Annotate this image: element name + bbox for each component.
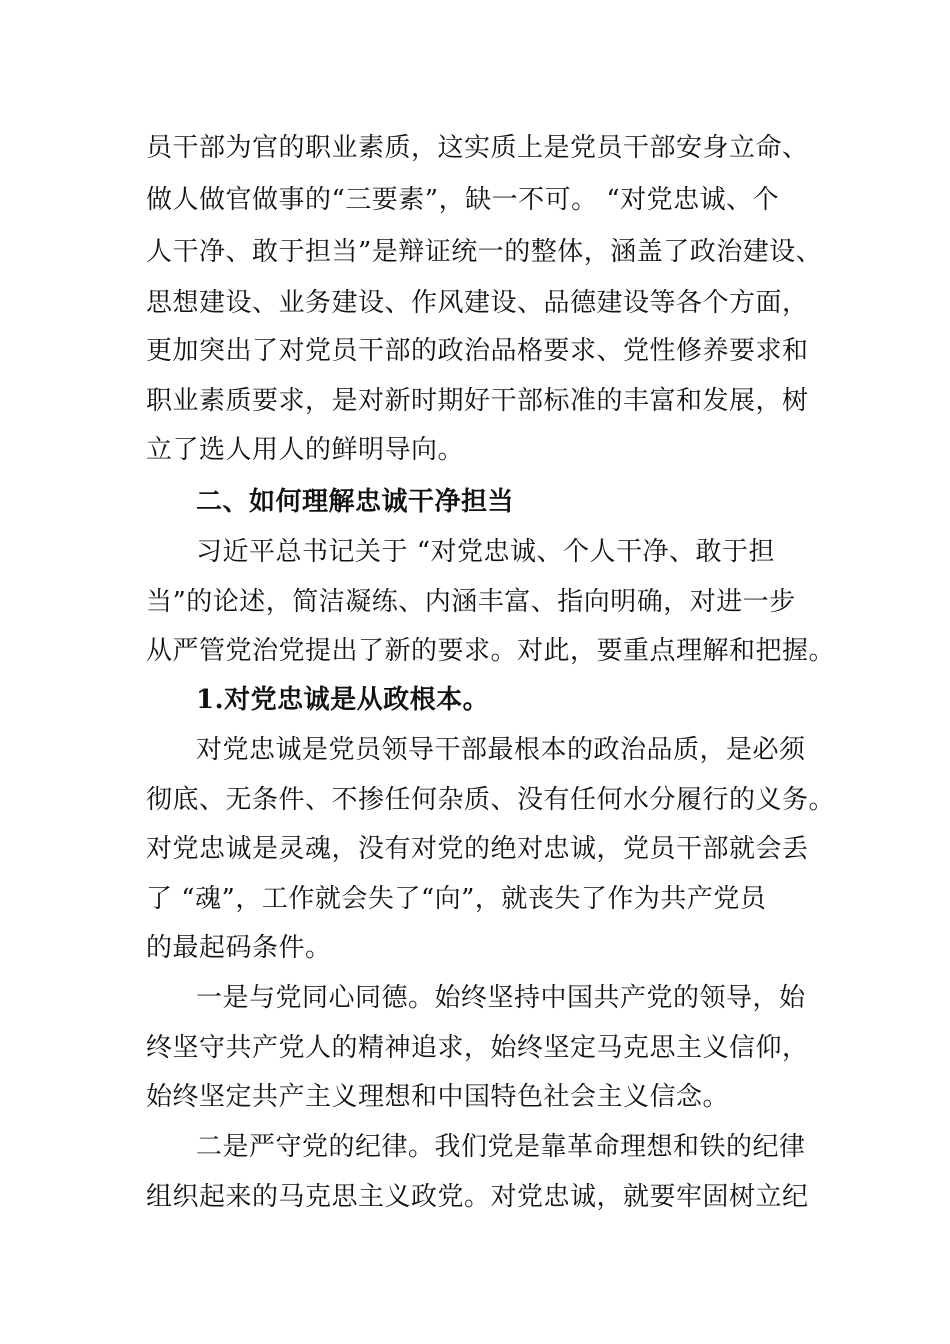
body-text-line: 一是与党同心同德。始终坚持中国共产党的领导，始 [196, 983, 806, 1013]
body-text-line: 终坚守共产党人的精神追求，始终坚定马克思主义信仰， [146, 1033, 809, 1063]
body-text-line: 了 “魂”，工作就会失了“向”，就丧失了作为共产党员 [146, 884, 767, 914]
body-text-line: 二是严守党的纪律。我们党是靠革命理想和铁的纪律 [196, 1132, 806, 1162]
body-text-line: 更加突出了对党员干部的政治品格要求、党性修养要求和 [146, 336, 809, 366]
body-text-line: 立了选人用人的鲜明导向。 [146, 435, 465, 465]
body-text-line: 组织起来的马克思主义政党。对党忠诚，就要牢固树立纪 [146, 1182, 809, 1212]
body-text-line: 始终坚定共产主义理想和中国特色社会主义信念。 [146, 1082, 730, 1112]
body-text-line: 彻底、无条件、不掺任何杂质、没有任何水分履行的义务。 [146, 785, 836, 815]
body-text-line: 从严管党治党提出了新的要求。对此，要重点理解和把握。 [146, 636, 836, 666]
body-text-line: 当”的论述，简洁凝练、内涵丰富、指向明确，对进一步 [146, 587, 796, 617]
body-text-line: 员干部为官的职业素质，这实质上是党员干部安身立命、 [146, 133, 809, 163]
body-text-line: 职业素质要求，是对新时期好干部标准的丰富和发展，树 [146, 386, 809, 416]
subsection-heading: 1.对党忠诚是从政根本。 [196, 685, 490, 715]
section-heading: 二、如何理解忠诚干净担当 [196, 487, 515, 517]
body-text-line: 思想建设、业务建设、作风建设、品德建设等各个方面， [146, 288, 809, 318]
body-text-line: 做人做官做事的“三要素”，缺一不可。 “对党忠诚、个 [146, 185, 780, 215]
body-text-line: 的最起码条件。 [146, 933, 332, 963]
body-text-line: 人干净、敢于担当”是辩证统一的整体，涵盖了政治建设、 [146, 237, 823, 267]
body-text-line: 习近平总书记关于 “对党忠诚、个人干净、敢于担 [196, 537, 776, 567]
body-text-line: 对党忠诚是党员领导干部最根本的政治品质，是必须 [196, 735, 806, 765]
body-text-line: 对党忠诚是灵魂，没有对党的绝对忠诚，党员干部就会丢 [146, 834, 809, 864]
